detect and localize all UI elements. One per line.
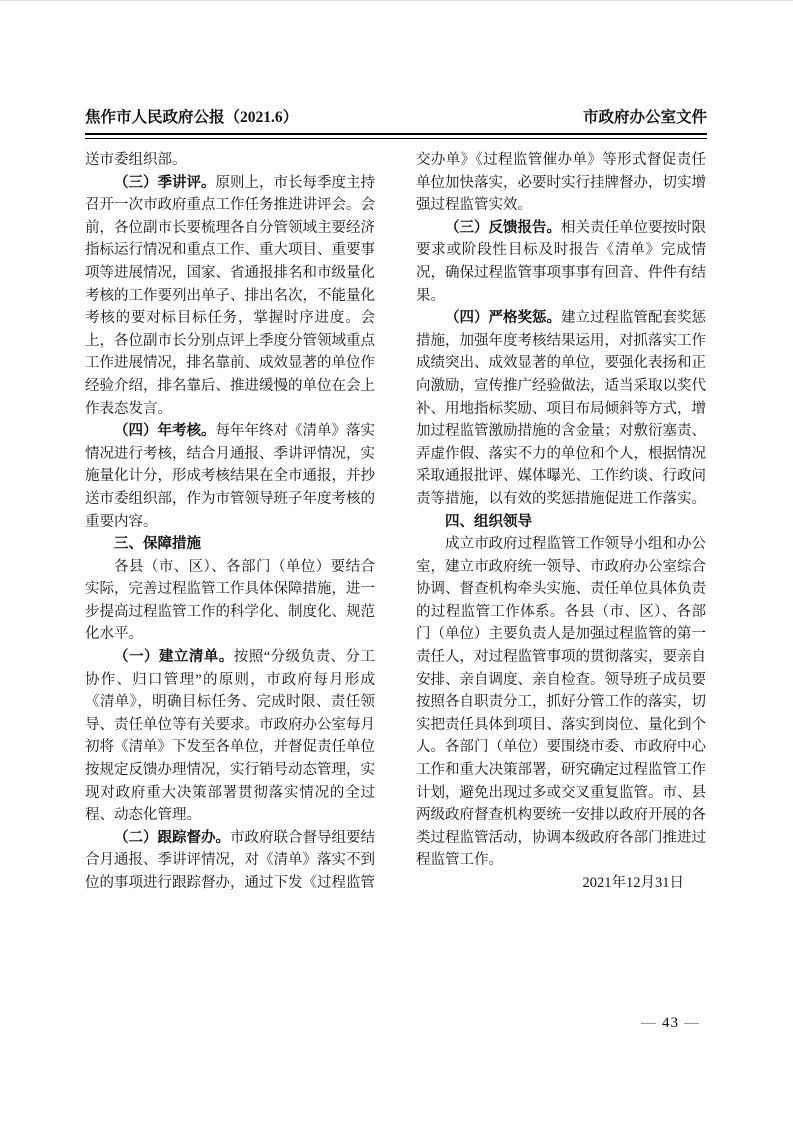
- paragraph-lead: （四）严格奖惩。: [445, 310, 561, 327]
- page-number-left-dash: —: [641, 1015, 657, 1031]
- paragraph-text: 建立过程监管配套奖惩措施，加强年度考核结果运用，对抓落实工作成绩突出、成效显著的单位，要强化表扬和正向激励，宣传推广经验做法，适当采取以奖代补、用地指标奖励、项目布局倾斜等方式，增加过程监管激励措施的含金量；对敷衍塞责、弄虚作假、落实不力的单位和个人，根据情况采取通报批评、媒体曝光、工作约谈、行政问责等措施，以有效的奖惩措施促进工作落实。: [416, 310, 706, 507]
- paragraph: [416, 149, 706, 217]
- paragraph: [85, 172, 375, 421]
- paragraph-text: 每年年终对《清单》落实情况进行考核，结合月通报、季讲评情况，实施量化计分，形成考核结果在全市通报，并抄送市委组织部，作为市管领导班子年度考核的重要内容。: [85, 423, 375, 530]
- paragraph-text: 各县（市、区）、各部门（单位）要结合实际，完善过程监管工作具体保障措施，进一步提高过程监管工作的科学化、制度化、规范化水平。: [85, 558, 375, 643]
- paragraph: [85, 646, 375, 827]
- paragraph: [416, 533, 706, 872]
- paragraph-lead: （四）年考核。: [114, 423, 216, 440]
- paragraph: [85, 420, 375, 533]
- paragraph-text: 市政府联合督导组要结合月通报、季讲评情况，对《清单》落实不到位的事项进行跟踪督办，通过下发《过程监管: [85, 829, 375, 891]
- page-content: [85, 1, 707, 895]
- paragraph: [85, 827, 375, 895]
- paragraph-text: 送市委组织部。: [85, 152, 187, 168]
- paragraph-text: 相关责任单位要按时限要求或阶段性目标及时报告《清单》完成情况，确保过程监管事项事事有回音、件件有结果。: [416, 219, 706, 304]
- paragraph-text: 原则上，市长每季度主持召开一次市政府重点工作任务推进讲评会。会前，各位副市长要梳理各自分管领域主要经济指标运行情况和重点工作、重大项目、重要事项等进展情况，国家、省通报排名和市级量化考核的工作要列出单子、排出名次，不能量化考核的要对标目标任务，掌握时序进度。会上，各位副市长分别点评上季度分管领域重点工作进展情况，排名靠前、成效显著的单位作经验介绍，排名靠后、推进缓慢的单位在会上作表态发言。: [85, 174, 375, 417]
- section-heading: 三、保障措施: [114, 536, 201, 553]
- body-columns: [85, 149, 707, 895]
- paragraph: [85, 556, 375, 646]
- page-number: [641, 1013, 700, 1034]
- page-header: [85, 107, 707, 129]
- paragraph: [416, 307, 706, 510]
- paragraph: [416, 217, 706, 307]
- right-column: [416, 149, 706, 895]
- paragraph-lead: （二）跟踪督办。: [114, 829, 230, 846]
- paragraph-lead: （三）反馈报告。: [445, 219, 561, 236]
- paragraph-lead: （一）建立清单。: [114, 649, 234, 666]
- paragraph-text: 成立市政府过程监管工作领导小组和办公室，建立市政府统一领导、市政府办公室综合协调、督查机构牵头实施、责任单位具体负责的过程监管工作体系。各县（市、区）、各部门（单位）主要负责人是加强过程监管的第一责任人，对过程监管事项的贯彻落实，要亲自安排、亲自调度、亲自检查。领导班子成员要按照各自职责分工，抓好分管工作的落实，切实把责任具体到项目、落实到岗位、量化到个人。各部门（单位）要围绕市委、市政府中心工作和重大决策部署，研究确定过程监管工作计划，避免出现过多或交叉重复监管。市、县两级政府督查机构要统一安排以政府开展的各类过程监管活动，协调本级政府各部门推进过程监管工作。: [416, 536, 706, 869]
- section-heading: 四、组织领导: [445, 513, 532, 530]
- paragraph-lead: （三）季讲评。: [114, 174, 216, 191]
- document-date: 2021年12月31日: [582, 875, 684, 891]
- header-section-title: 市政府办公室文件: [582, 109, 707, 126]
- header-gazette-title: 焦作市人民政府公报（2021.6）: [85, 109, 299, 126]
- paragraph-text: 交办单》《过程监管催办单》等形式督促责任单位加快落实，必要时实行挂牌督办，切实增强过程监管实效。: [416, 152, 706, 214]
- left-column: [85, 149, 375, 895]
- page-number-value: 43: [662, 1015, 679, 1031]
- header-rule: [85, 133, 707, 139]
- paragraph-text: 按照“分级负责、分工协作、归口管理”的原则，市政府每月形成《清单》，明确目标任务、完成时限、责任领导、责任单位等有关要求。市政府办公室每月初将《清单》下发至各单位，并督促责任单位按规定反馈办理情况，实行销号动态管理，实现对政府重大决策部署贯彻落实情况的全过程、动态化管理。: [85, 649, 376, 824]
- paragraph: [85, 149, 375, 172]
- page-number-right-dash: —: [684, 1015, 700, 1031]
